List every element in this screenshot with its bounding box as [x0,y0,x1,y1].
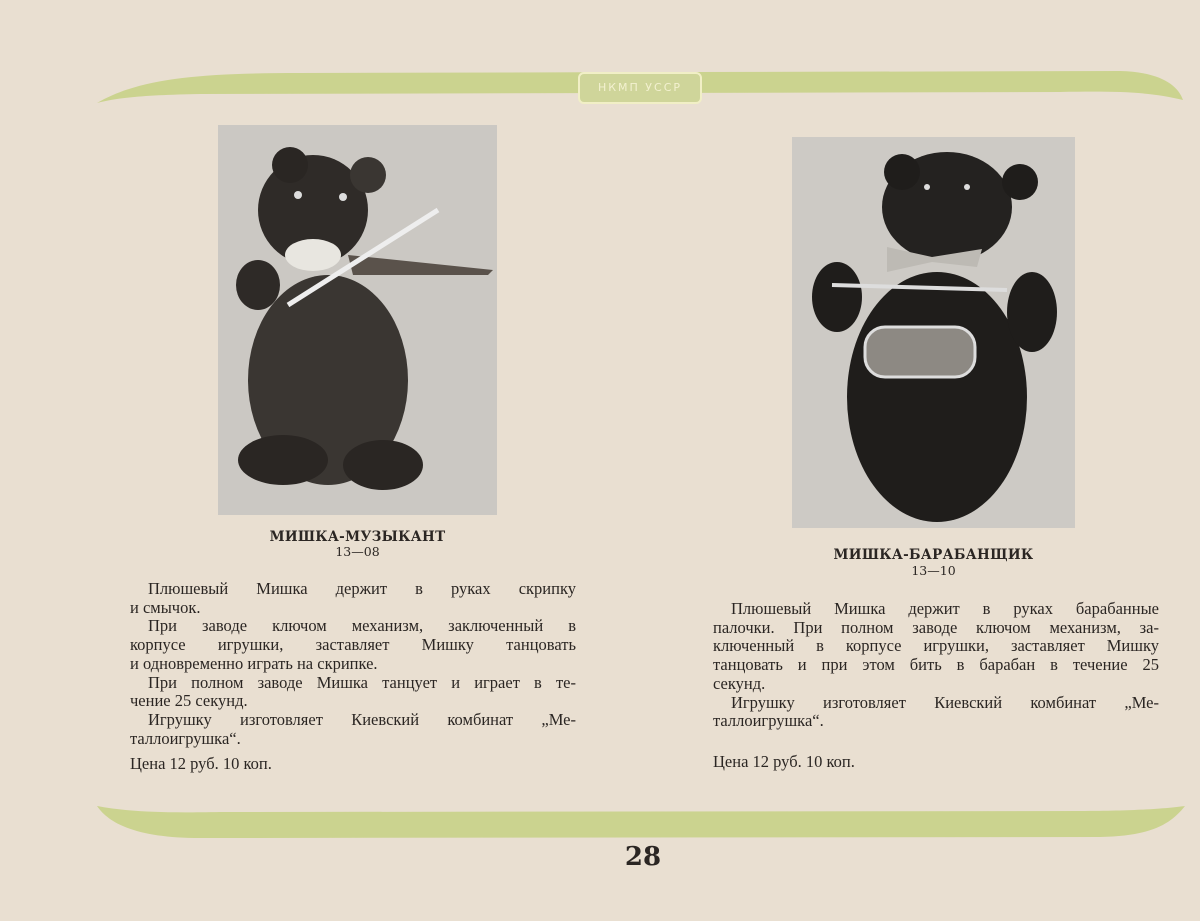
paragraph [130,617,576,673]
paragraph [130,711,576,748]
text-line: и смычок. [130,597,201,617]
paragraph [713,600,1159,694]
paragraph [713,694,1159,731]
text-line: таллоигрушка“. [713,711,824,731]
text-line: палочки. При полном заводе ключом механизм, за- [713,617,1159,637]
item-price: Цена 12 руб. 10 коп. [713,752,855,771]
text-line: Игрушку изготовляет Киевский комбинат „Ме- [148,709,576,729]
text-line: корпусе игрушки, заставляет Мишку танцовать [130,635,576,655]
text-line: и одновременно играть на скрипке. [130,653,378,673]
item-price: Цена 12 руб. 10 коп. [130,754,272,773]
text-line: таллоигрушка“. [130,728,241,748]
item-description [713,600,1159,731]
page-number: 28 [624,842,662,872]
paragraph [130,674,576,711]
text-line: Плюшевый Мишка держит в руках барабанные [731,599,1159,618]
paragraph [130,580,576,617]
text-line: Игрушку изготовляет Киевский комбинат „Ме- [731,692,1159,712]
text-line: Плюшевый Мишка держит в руках скрипку [148,579,576,598]
text-line: ключенный в корпусе игрушки, заставляет Мишку [713,636,1159,656]
nkmp-emblem: НКМП УССР [578,72,702,104]
text-line: танцовать и при этом бить в барабан в течение 25 [713,655,1159,675]
bear-drummer-photo [792,137,1075,528]
item-title: МИШКА-БАРАБАНЩИК [833,547,1034,563]
item-code: 13—08 [335,544,380,559]
text-line: При заводе ключом механизм, заключенный в [148,616,576,636]
item-description [130,580,576,748]
text-line: секунд. [713,673,766,693]
item-code: 13—10 [911,563,956,578]
bear-violinist-photo [218,125,497,515]
item-title: МИШКА-МУЗЫКАНТ [269,529,446,545]
text-line: При полном заводе Мишка танцует и играет в те- [148,672,576,692]
text-line: чение 25 секунд. [130,691,248,711]
